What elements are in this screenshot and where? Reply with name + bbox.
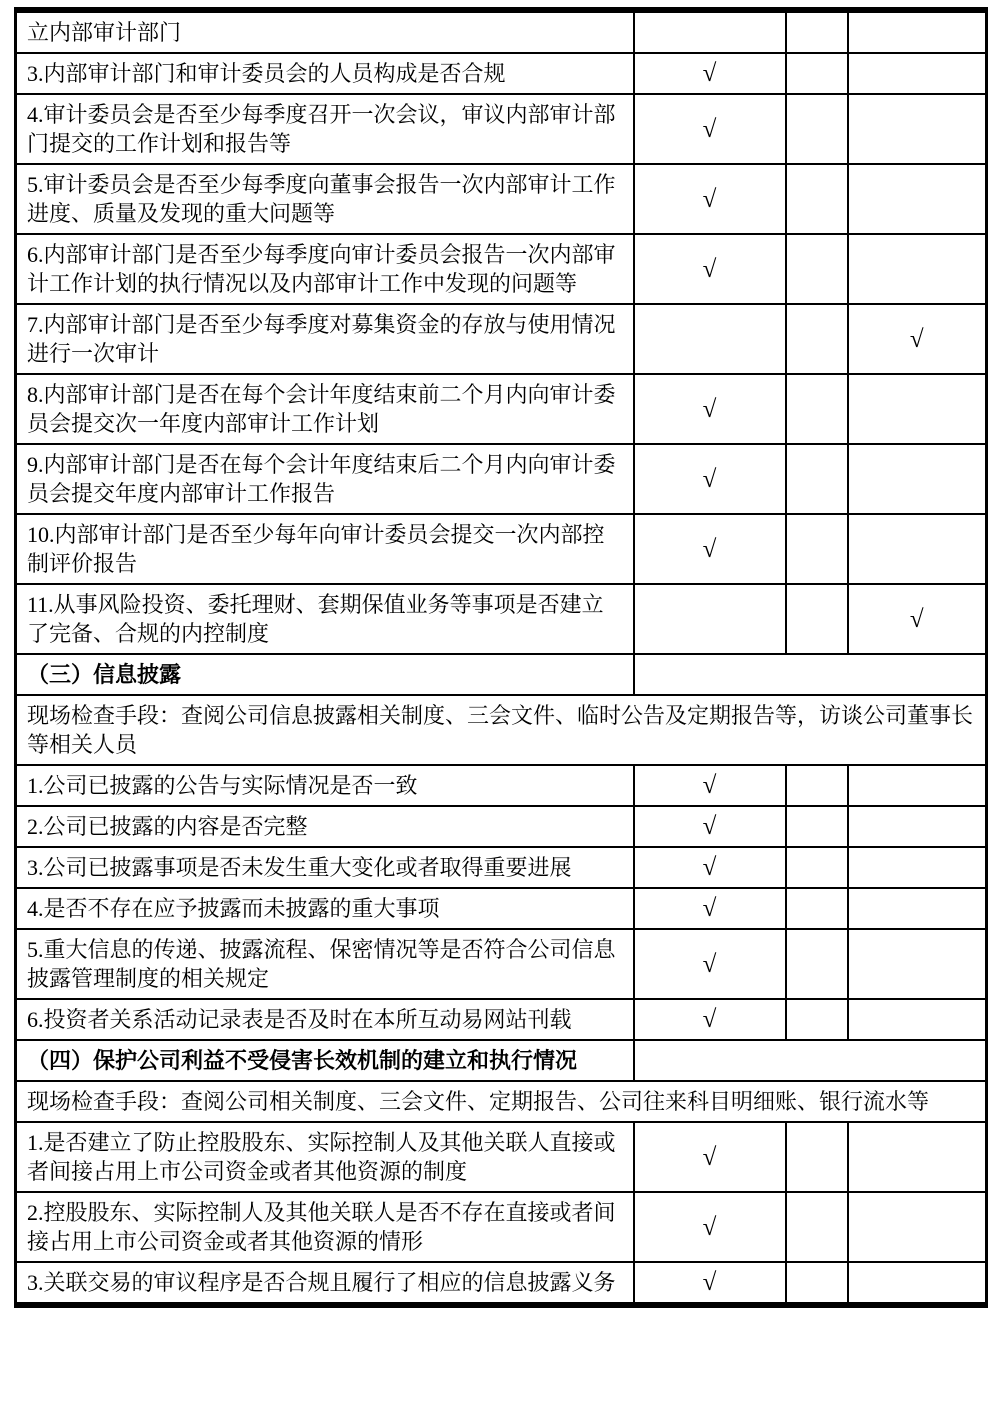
result-yes-cell: √: [634, 999, 786, 1040]
table-row: [16, 654, 987, 695]
table-row: [16, 888, 987, 929]
result-na-cell: [848, 164, 987, 234]
table-row: [16, 695, 987, 765]
item-question-text: 8.内部审计部门是否在每个会计年度结束前二个月内向审计委员会提交次一年度内部审计工作计划: [16, 374, 634, 444]
table-row: [16, 374, 987, 444]
table-row: [16, 999, 987, 1040]
item-question-text: 7.内部审计部门是否至少每季度对募集资金的存放与使用情况进行一次审计: [16, 304, 634, 374]
result-yes-cell: [634, 584, 786, 654]
result-yes-cell: √: [634, 765, 786, 806]
item-question-text: 6.内部审计部门是否至少每季度向审计委员会报告一次内部审计工作计划的执行情况以及内部审计工作中发现的问题等: [16, 234, 634, 304]
result-na-cell: √: [848, 304, 987, 374]
item-question-text: 1.是否建立了防止控股股东、实际控制人及其他关联人直接或者间接占用上市公司资金或者其他资源的制度: [16, 1122, 634, 1192]
result-na-cell: [848, 888, 987, 929]
result-yes-cell: √: [634, 444, 786, 514]
item-question-text: 2.公司已披露的内容是否完整: [16, 806, 634, 847]
result-na-cell: [848, 765, 987, 806]
result-yes-cell: √: [634, 514, 786, 584]
result-no-cell: [786, 304, 848, 374]
result-na-cell: [848, 806, 987, 847]
result-no-cell: [786, 10, 848, 53]
result-na-cell: [848, 374, 987, 444]
result-na-cell: [848, 514, 987, 584]
result-no-cell: [786, 53, 848, 94]
result-na-cell: [848, 1192, 987, 1262]
result-yes-cell: [634, 10, 786, 53]
item-question-text: 4.是否不存在应予披露而未披露的重大事项: [16, 888, 634, 929]
table-row: [16, 444, 987, 514]
result-yes-cell: √: [634, 164, 786, 234]
result-na-cell: [848, 847, 987, 888]
result-na-cell: [848, 999, 987, 1040]
result-no-cell: [786, 1192, 848, 1262]
result-yes-cell: √: [634, 1262, 786, 1305]
item-question-text: 1.公司已披露的公告与实际情况是否一致: [16, 765, 634, 806]
result-no-cell: [786, 999, 848, 1040]
section-empty-cell: [634, 654, 987, 695]
result-yes-cell: √: [634, 53, 786, 94]
result-no-cell: [786, 1262, 848, 1305]
item-question-text: 2.控股股东、实际控制人及其他关联人是否不存在直接或者间接占用上市公司资金或者其他资源的情形: [16, 1192, 634, 1262]
result-na-cell: [848, 1262, 987, 1305]
result-yes-cell: √: [634, 806, 786, 847]
item-question-text: 11.从事风险投资、委托理财、套期保值业务等事项是否建立了完备、合规的内控制度: [16, 584, 634, 654]
table-row: [16, 1262, 987, 1305]
inspection-method-text: 现场检查手段：查阅公司信息披露相关制度、三会文件、临时公告及定期报告等，访谈公司董事长等相关人员: [16, 695, 987, 765]
result-na-cell: [848, 53, 987, 94]
result-yes-cell: √: [634, 888, 786, 929]
result-yes-cell: √: [634, 929, 786, 999]
item-question-text: 3.公司已披露事项是否未发生重大变化或者取得重要进展: [16, 847, 634, 888]
table-row: [16, 584, 987, 654]
item-question-text: 3.关联交易的审议程序是否合规且履行了相应的信息披露义务: [16, 1262, 634, 1305]
table-row: [16, 10, 987, 53]
result-na-cell: [848, 10, 987, 53]
table-row: [16, 806, 987, 847]
result-yes-cell: √: [634, 374, 786, 444]
item-question-text: 10.内部审计部门是否至少每年向审计委员会提交一次内部控制评价报告: [16, 514, 634, 584]
table-row: [16, 1040, 987, 1081]
result-no-cell: [786, 164, 848, 234]
result-no-cell: [786, 374, 848, 444]
section-empty-cell: [634, 1040, 987, 1081]
result-na-cell: [848, 234, 987, 304]
item-question-text: 3.内部审计部门和审计委员会的人员构成是否合规: [16, 53, 634, 94]
result-no-cell: [786, 806, 848, 847]
result-no-cell: [786, 234, 848, 304]
result-na-cell: [848, 444, 987, 514]
table-row: [16, 514, 987, 584]
result-yes-cell: √: [634, 847, 786, 888]
item-question-text: 6.投资者关系活动记录表是否及时在本所互动易网站刊载: [16, 999, 634, 1040]
result-no-cell: [786, 444, 848, 514]
item-question-text: 5.审计委员会是否至少每季度向董事会报告一次内部审计工作进度、质量及发现的重大问题等: [16, 164, 634, 234]
inspection-method-text: 现场检查手段：查阅公司相关制度、三会文件、定期报告、公司往来科目明细账、银行流水等: [16, 1081, 987, 1122]
item-question-text: 4.审计委员会是否至少每季度召开一次会议，审议内部审计部门提交的工作计划和报告等: [16, 94, 634, 164]
result-yes-cell: √: [634, 234, 786, 304]
section-title: （三）信息披露: [16, 654, 634, 695]
table-body: [16, 10, 987, 1305]
result-no-cell: [786, 1122, 848, 1192]
result-no-cell: [786, 929, 848, 999]
table-row: [16, 765, 987, 806]
result-no-cell: [786, 847, 848, 888]
result-yes-cell: √: [634, 94, 786, 164]
section-title: （四）保护公司利益不受侵害长效机制的建立和执行情况: [16, 1040, 634, 1081]
result-yes-cell: √: [634, 1122, 786, 1192]
table-row: [16, 847, 987, 888]
table-row: [16, 53, 987, 94]
result-yes-cell: √: [634, 1192, 786, 1262]
table-row: [16, 1122, 987, 1192]
result-no-cell: [786, 514, 848, 584]
result-no-cell: [786, 584, 848, 654]
table-row: [16, 234, 987, 304]
table-row: [16, 164, 987, 234]
table-row: [16, 304, 987, 374]
item-question-text: 立内部审计部门: [16, 10, 634, 53]
item-question-text: 9.内部审计部门是否在每个会计年度结束后二个月内向审计委员会提交年度内部审计工作报告: [16, 444, 634, 514]
item-question-text: 5.重大信息的传递、披露流程、保密情况等是否符合公司信息披露管理制度的相关规定: [16, 929, 634, 999]
result-na-cell: [848, 94, 987, 164]
table-row: [16, 1081, 987, 1122]
result-no-cell: [786, 888, 848, 929]
result-no-cell: [786, 94, 848, 164]
result-na-cell: [848, 1122, 987, 1192]
table-row: [16, 94, 987, 164]
table-row: [16, 1192, 987, 1262]
result-na-cell: √: [848, 584, 987, 654]
result-yes-cell: [634, 304, 786, 374]
audit-checklist-table: [14, 7, 988, 1308]
result-na-cell: [848, 929, 987, 999]
result-no-cell: [786, 765, 848, 806]
table-row: [16, 929, 987, 999]
